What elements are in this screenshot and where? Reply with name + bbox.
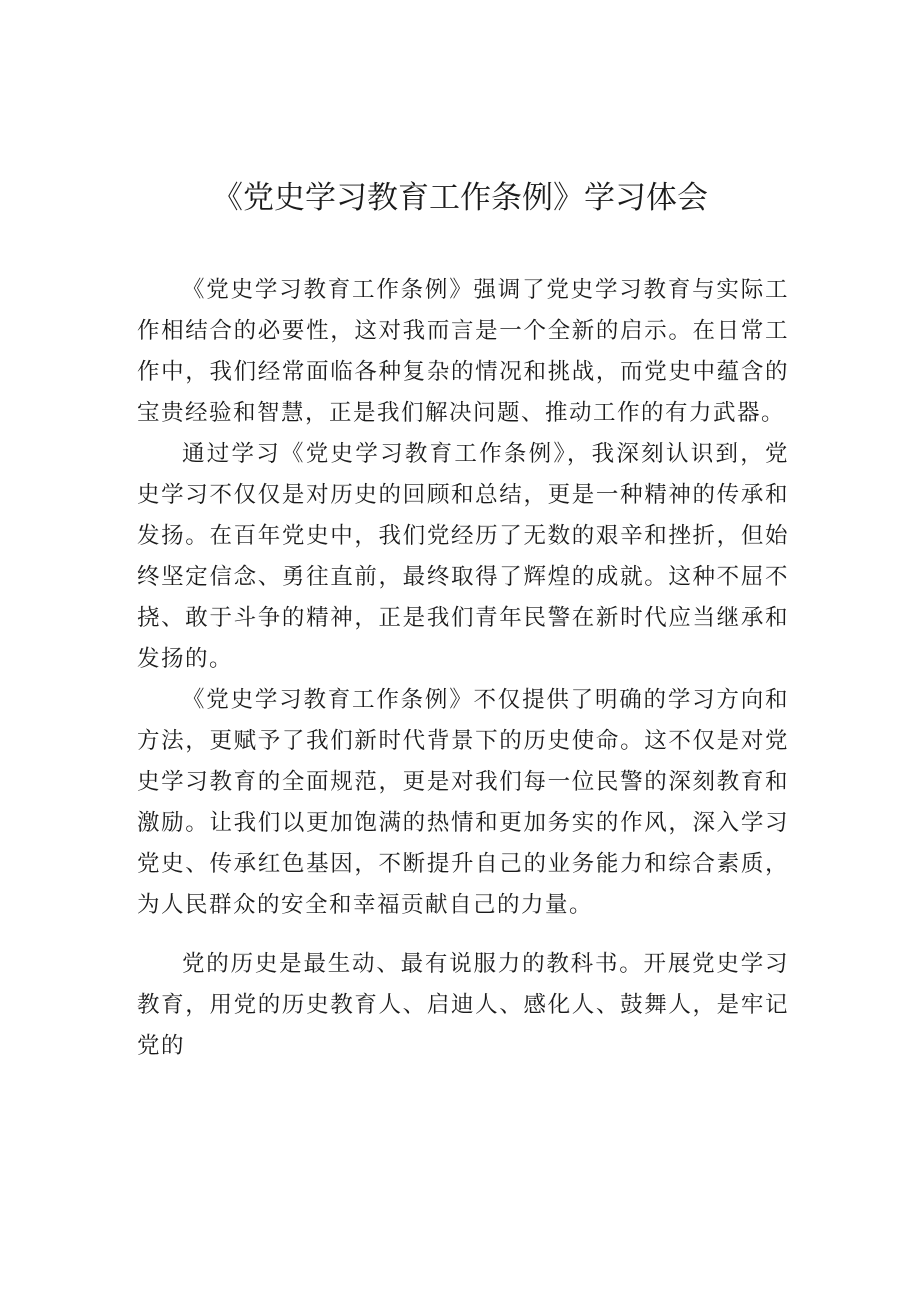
document-title: 《党史学习教育工作条例》学习体会 — [212, 180, 708, 216]
document-body — [137, 270, 789, 1067]
paragraph-4: 党的历史是最生动、最有说服力的教科书。开展党史学习教育，用党的历史教育人、启迪人、感化人、鼓舞人，是牢记党的 — [137, 951, 789, 1059]
paragraph-1: 《党史学习教育工作条例》强调了党史学习教育与实际工作相结合的必要性，这对我而言是一个全新的启示。在日常工作中，我们经常面临各种复杂的情况和挑战，而党史中蕴含的宝贵经验和智慧，正是我们解决问题、推动工作的有力武器。 — [137, 277, 789, 426]
paragraph-2: 通过学习《党史学习教育工作条例》，我深刻认识到，党史学习不仅仅是对历史的回顾和总结，更是一种精神的传承和发扬。在百年党史中，我们党经历了无数的艰辛和挫折，但始终坚定信念、勇往直前，最终取得了辉煌的成就。这种不屈不挠、敢于斗争的精神，正是我们青年民警在新时代应当继承和发扬的。 — [137, 441, 789, 672]
paragraph-3: 《党史学习教育工作条例》不仅提供了明确的学习方向和方法，更赋予了我们新时代背景下的历史使命。这不仅是对党史学习教育的全面规范，更是对我们每一位民警的深刻教育和激励。让我们以更加饱满的热情和更加务实的作风，深入学习党史、传承红色基因，不断提升自己的业务能力和综合素质，为人民群众的安全和幸福贡献自己的力量。 — [137, 687, 789, 918]
